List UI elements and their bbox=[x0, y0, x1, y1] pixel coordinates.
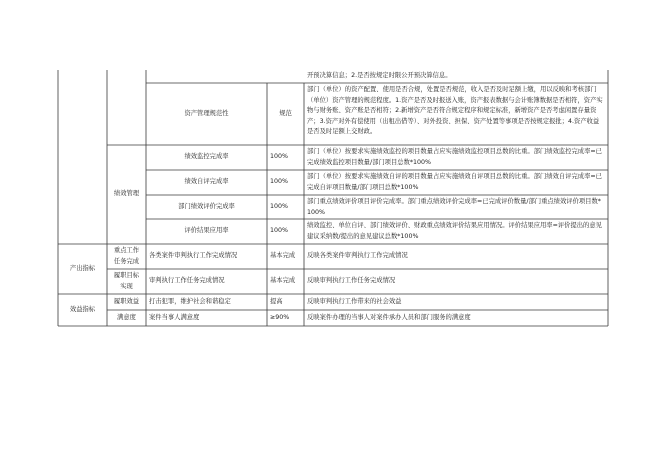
cell-description: 开预决算信息；2.是否按规定时限公开预决算信息。 bbox=[307, 72, 452, 80]
cell-level2-duty: 履职目标实现 bbox=[113, 272, 140, 290]
cell-value: 提高 bbox=[270, 297, 283, 305]
cell-description: 绩效监控、单位自评、部门绩效评价、财政重点绩效评价结果应用情况。评价结果应用率=评价提出的意见建议采纳数/提出的意见建议总数*100% bbox=[307, 222, 602, 240]
cell-level2-performance: 绩效管理 bbox=[113, 190, 140, 198]
cell-value: 基本完成 bbox=[270, 252, 296, 260]
cell-value: 规范 bbox=[279, 109, 292, 117]
cell-indicator: 部门绩效评价完成率 bbox=[178, 202, 235, 210]
cell-description: 反映各类案件审判执行工作完成情况 bbox=[307, 252, 408, 260]
cell-indicator: 打击犯罪，维护社会和谐稳定 bbox=[149, 297, 231, 305]
cell-level2-effect: 履职效益 bbox=[113, 297, 140, 305]
cell-level1-benefit: 效益指标 bbox=[69, 305, 96, 313]
cell-level1-output: 产出指标 bbox=[69, 264, 96, 272]
cell-indicator: 绩效监控完成率 bbox=[184, 153, 229, 161]
cell-indicator: 审判执行工作任务完成情况 bbox=[149, 277, 225, 285]
table-row bbox=[304, 70, 608, 83]
cell-value: 100% bbox=[270, 153, 289, 161]
cell-indicator: 各类案件审判执行工作完成情况 bbox=[149, 252, 238, 260]
cell-description: 反映审判执行工作任务完成情况 bbox=[307, 277, 396, 285]
cell-description: 反映案件办理的当事人对案件承办人员和部门服务的满意度 bbox=[307, 313, 471, 321]
cell-indicator: 绩效自评完成率 bbox=[184, 178, 229, 186]
cell-value: 基本完成 bbox=[270, 277, 296, 285]
cell-description: 部门（单位）按要求实施绩效监控的项目数量占应实施绩效监控项目总数的比重。部门绩效监控完成率=已完成绩效监控项目数量/部门项目总数*100% bbox=[307, 148, 602, 166]
cell-value: 100% bbox=[270, 178, 289, 186]
cell-value: ≥90% bbox=[270, 313, 290, 321]
cell-level2-key-task: 重点工作任务完成 bbox=[113, 247, 140, 265]
cell-indicator: 评价结果应用率 bbox=[184, 227, 229, 235]
cell-description: 部门（单位）的资产配置、使用是否合规，处置是否规范，收入是否及时足额上缴，用以反映和考核部门（单位）资产管理的规范程度。1.资产是否及时报送入账，资产报表数据与会计账簿数据是否相符，资产实物与财务账、资产账是否相符；2.新增资产是否符合规定程序和规定标准，新增资产是否考虑闲置存量资产；3.资产对外有偿使用（出租出借等）、对外投资、担保、资产处置等事项是否按规定报批；4.资产收益是否及时足额上交财政。 bbox=[307, 86, 603, 135]
cell-value: 100% bbox=[270, 227, 289, 235]
cell-description: 部门（单位）按要求实施绩效自评的项目数量占应实施绩效自评项目总数的比重。部门绩效自评完成率=已完成自评项目数量/部门项目总数*100% bbox=[307, 173, 602, 191]
cell-value: 100% bbox=[270, 202, 289, 210]
cell-description: 部门重点绩效评价项目评价完成率。部门重点绩效评价完成率=已完成评价数量/部门重点绩效评价项目数*100% bbox=[307, 198, 601, 216]
cell-level2-satisfaction: 满意度 bbox=[117, 313, 136, 321]
cell-indicator: 资产管理规范性 bbox=[184, 109, 229, 117]
cell-indicator: 案件当事人满意度 bbox=[149, 313, 200, 321]
cell-description: 反映审判执行工作带来的社会效益 bbox=[307, 297, 402, 305]
